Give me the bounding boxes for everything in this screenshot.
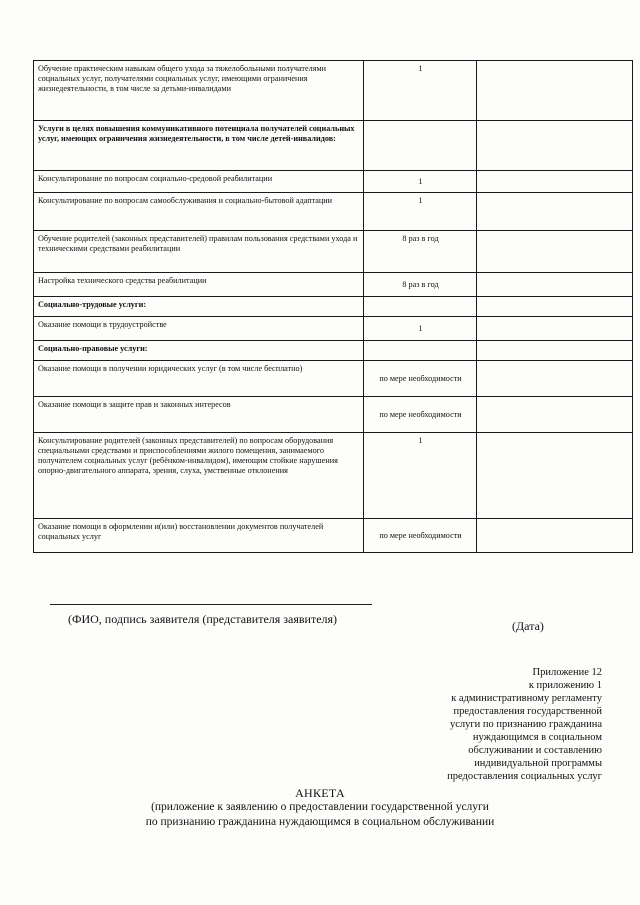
empty-cell	[477, 193, 633, 231]
table-row	[34, 433, 633, 519]
service-frequency: 1	[364, 171, 477, 193]
service-frequency: 1	[364, 193, 477, 231]
service-frequency: 1	[364, 433, 477, 519]
appendix-line: индивидуальной программы	[474, 758, 602, 769]
empty-cell	[477, 341, 633, 361]
service-frequency: 8 раз в год	[364, 231, 477, 273]
empty-cell	[477, 397, 633, 433]
empty-cell	[477, 231, 633, 273]
service-name: Консультирование родителей (законных представителей) по вопросам оборудования специальными средствами и приспособлениями жилого помещения, занимаемого получателем социальных услуг (ребёнком-инвалидом), имеющим стойкие нарушения опорно-двигательного аппарата, зрения, слуха, умственные отклонения	[34, 433, 364, 519]
table-row	[34, 297, 633, 317]
service-frequency: по мере необходимости	[364, 397, 477, 433]
service-name: Консультирование по вопросам самообслуживания и социально-бытовой адаптации	[34, 193, 364, 231]
table-row	[34, 341, 633, 361]
service-name: Оказание помощи в получении юридических услуг (в том числе бесплатно)	[34, 361, 364, 397]
empty-cell	[477, 273, 633, 297]
services-table	[33, 60, 633, 553]
service-name: Обучение практическим навыкам общего ухода за тяжелобольными получателями социальных услуг, получателями социальных услуг, имеющими ограничения жизнедеятельности, в том числе за детьми-инвалидами	[34, 61, 364, 121]
service-frequency: 1	[364, 61, 477, 121]
empty-cell	[477, 519, 633, 553]
questionnaire-subtitle	[0, 800, 640, 830]
signature-line	[50, 604, 372, 605]
service-frequency: 1	[364, 317, 477, 341]
questionnaire-title: АНКЕТА	[295, 786, 345, 800]
date-label: (Дата)	[512, 619, 544, 633]
empty-cell	[477, 61, 633, 121]
empty-cell	[477, 317, 633, 341]
table-row	[34, 171, 633, 193]
service-frequency	[364, 121, 477, 171]
empty-cell	[477, 433, 633, 519]
appendix-line: к приложению 1	[528, 680, 602, 691]
table-row	[34, 193, 633, 231]
table-row	[34, 317, 633, 341]
service-frequency: по мере необходимости	[364, 519, 477, 553]
subtitle-line: по признанию гражданина нуждающимся в социальном обслуживании	[145, 816, 495, 828]
appendix-line: к административному регламенту	[451, 693, 602, 704]
table-row	[34, 519, 633, 553]
appendix-line: услуги по признанию гражданина	[449, 719, 602, 730]
empty-cell	[477, 297, 633, 317]
appendix-line: Приложение 12	[532, 667, 602, 678]
service-name: Консультирование по вопросам социально-средовой реабилитации	[34, 171, 364, 193]
table-row	[34, 121, 633, 171]
section-heading: Социально-трудовые услуги:	[34, 297, 364, 317]
appendix-line: обслуживании и составлению	[468, 745, 602, 756]
table-row	[34, 273, 633, 297]
appendix-line: предоставления социальных услуг	[447, 771, 602, 782]
appendix-reference	[342, 666, 602, 783]
service-frequency: по мере необходимости	[364, 361, 477, 397]
service-name: Оказание помощи в трудоустройстве	[34, 317, 364, 341]
table-row	[34, 397, 633, 433]
service-name: Настройка технического средства реабилитации	[34, 273, 364, 297]
subtitle-line: (приложение к заявлению о предоставлении государственной услуги	[151, 801, 489, 813]
table-row	[34, 361, 633, 397]
service-frequency	[364, 297, 477, 317]
section-heading: Социально-правовые услуги:	[34, 341, 364, 361]
signature-label: (ФИО, подпись заявителя (представителя заявителя)	[68, 612, 338, 626]
section-heading: Услуги в целях повышения коммуникативного потенциала получателей социальных услуг, имеющих ограничения жизнедеятельности, в том числе детей-инвалидов:	[34, 121, 364, 171]
empty-cell	[477, 171, 633, 193]
appendix-line: предоставления государственной	[453, 706, 602, 717]
service-name: Оказание помощи в оформлении и(или) восстановлении документов получателей социальных услуг	[34, 519, 364, 553]
service-name: Обучение родителей (законных представителей) правилам пользования средствами ухода и техническими средствами реабилитации	[34, 231, 364, 273]
service-frequency	[364, 341, 477, 361]
table-row	[34, 61, 633, 121]
appendix-line: нуждающимся в социальном	[472, 732, 602, 743]
empty-cell	[477, 361, 633, 397]
empty-cell	[477, 121, 633, 171]
table-row	[34, 231, 633, 273]
service-name: Оказание помощи в защите прав и законных интересов	[34, 397, 364, 433]
service-frequency: 8 раз в год	[364, 273, 477, 297]
